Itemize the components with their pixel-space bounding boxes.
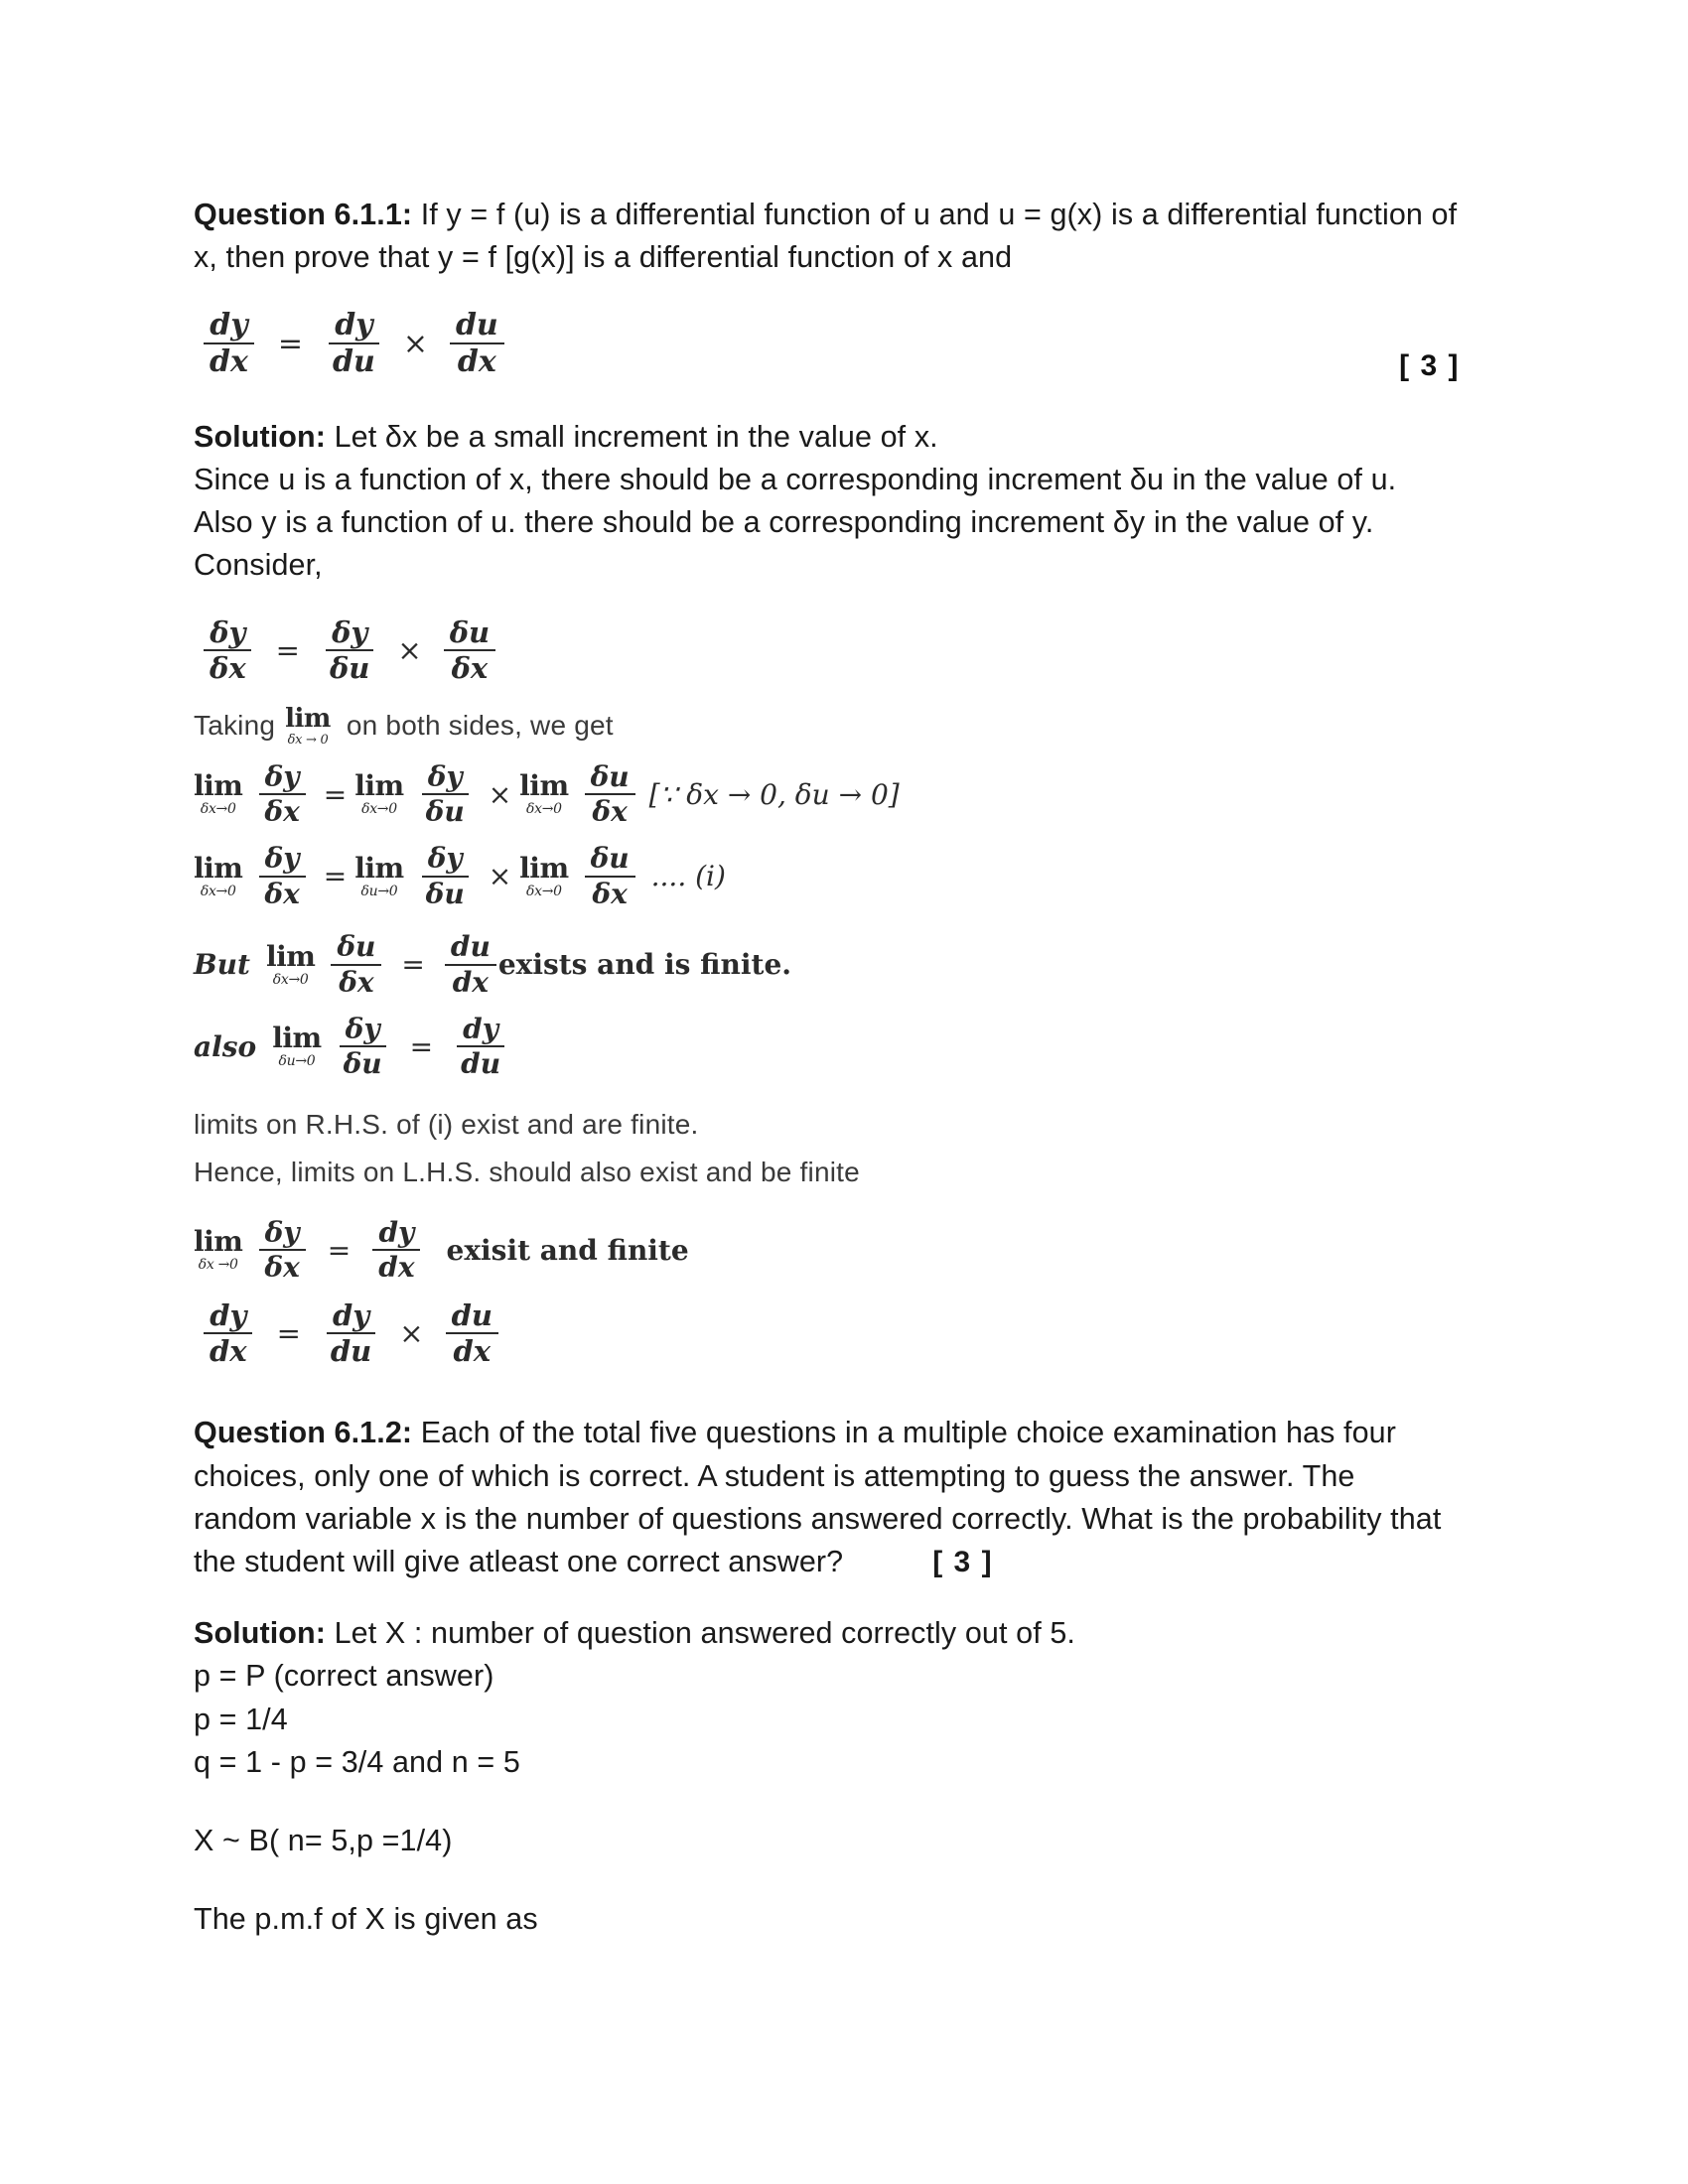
question-6-1-1-paragraph (194, 194, 1460, 280)
multiplication-sign: × (397, 633, 422, 668)
question-6-1-1-label: Question 6.1.1: (194, 198, 413, 231)
limit-subscript: δx→0 (200, 801, 236, 818)
limit-subscript: δx→0 (525, 883, 562, 899)
fraction-numerator: δy (259, 1216, 306, 1251)
but-prefix: But (194, 948, 250, 982)
fraction-du-dx-delta (444, 615, 495, 686)
fraction-denominator: δx (210, 651, 246, 686)
note-lhs-limits: Hence, limits on L.H.S. should also exist and be finite (194, 1156, 860, 1187)
fraction-numerator: δy (259, 760, 306, 795)
fraction-denominator: dx (457, 344, 496, 380)
equals-sign: = (327, 1233, 352, 1267)
solution-2-line-3: p = 1/4 (194, 1702, 288, 1736)
limit-2 (354, 769, 404, 818)
limit-main: lim (354, 769, 404, 803)
taking-suffix-text: on both sides, we get (346, 710, 614, 742)
multiplication-sign: × (402, 326, 428, 361)
fraction-denominator: δu (425, 877, 465, 910)
multiplication-sign: × (488, 777, 512, 811)
fraction-denominator: δx (339, 965, 374, 999)
fraction-numerator: δy (259, 842, 306, 877)
limit-subscript: δx→0 (200, 883, 236, 899)
question-6-1-1-block (194, 194, 1460, 280)
limit-1 (272, 1024, 321, 1068)
fraction-du-dx-delta (331, 930, 381, 999)
fraction-denominator: δx (264, 1251, 300, 1285)
solution-1-text-1: Let δx be a small increment in the value of x. (326, 419, 938, 454)
also-prefix: also (194, 1029, 257, 1063)
question-6-1-2-block (194, 1412, 1460, 1583)
limit-side-note: [∵ δx → 0, δu → 0] (648, 777, 900, 811)
fraction-denominator: dx (210, 344, 248, 380)
limit-main: lim (519, 769, 569, 803)
fraction-denominator: δx (592, 795, 628, 829)
fraction-numerator: du (450, 308, 504, 345)
solution-1-line-1 (194, 416, 1460, 459)
fraction-denominator: du (461, 1047, 501, 1081)
fraction-denominator: dx (452, 965, 489, 999)
fraction-du-dx (450, 308, 504, 380)
fraction-denominator: δx (264, 795, 300, 829)
equation-limit-step-2 (194, 842, 1460, 910)
fraction-numerator: δy (204, 615, 251, 651)
fraction-dy-du (325, 1298, 377, 1369)
formula-chain-rule (194, 308, 514, 380)
multiplication-sign: × (488, 860, 512, 893)
fraction-dy-dx-delta (204, 615, 252, 686)
limit-main: lim (285, 703, 331, 734)
limit-1 (194, 1225, 243, 1274)
equals-sign: = (276, 1316, 301, 1350)
fraction-numerator: du (446, 1298, 498, 1334)
inline-limit-operator (285, 703, 337, 748)
fraction-dy-dx (204, 1298, 253, 1369)
limit-main: lim (519, 851, 569, 885)
multiplication-sign: × (399, 1316, 424, 1350)
equals-sign: = (323, 860, 348, 893)
fraction-3 (585, 760, 635, 829)
fraction-du-dx (445, 930, 496, 999)
limit-subscript: δu→0 (278, 1053, 316, 1070)
limit-3 (519, 851, 569, 899)
solution-2-line-4: q = 1 - p = 3/4 and n = 5 (194, 1744, 520, 1779)
fraction-numerator: δu (585, 760, 635, 795)
question-6-1-2-label: Question 6.1.2: (194, 1416, 413, 1450)
fraction-denominator: δu (343, 1047, 382, 1081)
limit-1 (265, 939, 316, 988)
limit-main: lim (354, 851, 404, 885)
marks-badge-q1: [ 3 ] (1399, 348, 1460, 382)
fraction-2 (420, 760, 471, 829)
fraction-denominator: δu (329, 651, 370, 686)
taking-limit-line (194, 703, 1460, 748)
fraction-denominator: δu (425, 795, 465, 829)
fraction-dy-du-delta (324, 615, 375, 686)
solution-2-line-6-pmf: The p.m.f of X is given as (194, 1902, 538, 1937)
fraction-denominator: δx (264, 877, 300, 910)
limit-subscript: δu→0 (360, 883, 398, 899)
equals-sign: = (323, 777, 348, 811)
limit-subscript: δx → 0 (287, 732, 329, 748)
solution-1-line-3: Also y is a function of u. there should be a corresponding increment δy in the value of y. Consider, (194, 505, 1374, 583)
question-6-1-2-paragraph (194, 1412, 1460, 1583)
solution-2-line-2: p = P (correct answer) (194, 1659, 494, 1694)
equals-sign: = (409, 1029, 434, 1063)
fraction-numerator: δu (331, 930, 381, 965)
equation-limit-step-1 (194, 760, 1460, 829)
limit-subscript: δx →0 (198, 1257, 238, 1274)
fraction-denominator: dx (378, 1251, 415, 1285)
fraction-numerator: δu (585, 842, 635, 877)
limit-main: lim (194, 769, 243, 803)
limit-symbol (285, 703, 331, 748)
limit-main: lim (265, 939, 316, 973)
fraction-numerator: dy (204, 1298, 252, 1334)
fraction-numerator: dy (329, 308, 378, 345)
fraction-dy-dx-delta (258, 1216, 305, 1285)
limit-3 (519, 769, 569, 818)
limit-main: lim (194, 851, 243, 885)
fraction-2 (420, 842, 471, 910)
question-6-1-1-text: If y = f (u) is a differential function of u and u = g(x) is a differential function of x, then prove that y = f [g(x)] is a differential function of x and (194, 198, 1458, 275)
fraction-numerator: dy (372, 1216, 420, 1251)
but-suffix-text: exists and is finite. (497, 948, 792, 982)
limit-subscript: δx→0 (361, 801, 397, 818)
fraction-numerator: δy (422, 842, 469, 877)
fraction-numerator: δu (444, 615, 495, 651)
fraction-numerator: dy (204, 308, 253, 345)
fraction-dy-dx (204, 308, 254, 380)
fraction-dy-du (327, 308, 381, 380)
fraction-numerator: dy (457, 1013, 504, 1047)
equation-final-chain-rule (194, 1298, 1460, 1369)
equation-but-limit (194, 930, 1460, 999)
fraction-du-dx (446, 1298, 498, 1369)
fraction-denominator: δx (451, 651, 489, 686)
limit-main: lim (272, 1022, 322, 1055)
fraction-numerator: δy (326, 615, 373, 651)
solution-2-text-1: Let X : number of question answered correctly out of 5. (326, 1615, 1075, 1650)
limit-2 (354, 851, 404, 899)
fraction-3 (585, 842, 635, 910)
note-rhs-limits: limits on R.H.S. of (i) exist and are finite. (194, 1108, 699, 1140)
solution-2-line-5-distribution: X ~ B( n= 5,p =1/4) (194, 1824, 453, 1858)
equals-sign: = (277, 326, 304, 361)
fraction-numerator: δy (340, 1013, 386, 1047)
fraction-dy-du (455, 1013, 506, 1081)
equation-tag-i: .... (i) (650, 860, 726, 893)
formula-chain-rule-row (194, 308, 1460, 380)
solution-2-line-1 (194, 1612, 1460, 1655)
solution-1-label: Solution: (194, 419, 327, 454)
equals-sign: = (401, 948, 425, 982)
limit-main: lim (194, 1225, 243, 1259)
final-limit-suffix: exisit and finite (446, 1233, 689, 1267)
limit-subscript: δx→0 (525, 801, 562, 818)
question-6-1-2-text: Each of the total five questions in a multiple choice examination has four choices, only one of which is correct. A student is attempting to guess the answer. The random variable x is the number of questions answered correctly. What is the probability that the student will give atleast one correct answer? (194, 1416, 1442, 1579)
fraction-denominator: du (330, 1334, 372, 1368)
formula-delta-ratio (194, 615, 1460, 686)
fraction-dy-dx (372, 1216, 420, 1285)
fraction-numerator: δy (422, 760, 469, 795)
equation-also-limit (194, 1013, 1460, 1081)
fraction-1 (258, 760, 305, 829)
marks-badge-q2: [ 3 ] (932, 1546, 994, 1579)
fraction-denominator: dx (453, 1334, 492, 1368)
fraction-denominator: du (333, 344, 375, 380)
taking-prefix-text: Taking (194, 710, 276, 742)
fraction-numerator: du (445, 930, 496, 965)
fraction-denominator: δx (592, 877, 628, 910)
equation-final-limit (194, 1216, 1460, 1285)
fraction-denominator: dx (210, 1334, 247, 1368)
solution-2-label: Solution: (194, 1615, 327, 1650)
solution-1-line-2: Since u is a function of x, there should be a corresponding increment δu in the value of u. (194, 462, 1397, 496)
limit-1 (194, 769, 243, 818)
limit-1 (194, 851, 243, 899)
limit-subscript: δx→0 (272, 971, 309, 988)
equals-sign: = (275, 633, 300, 668)
fraction-dy-du-delta (338, 1013, 388, 1081)
fraction-numerator: dy (327, 1298, 375, 1334)
fraction-1 (258, 842, 305, 910)
